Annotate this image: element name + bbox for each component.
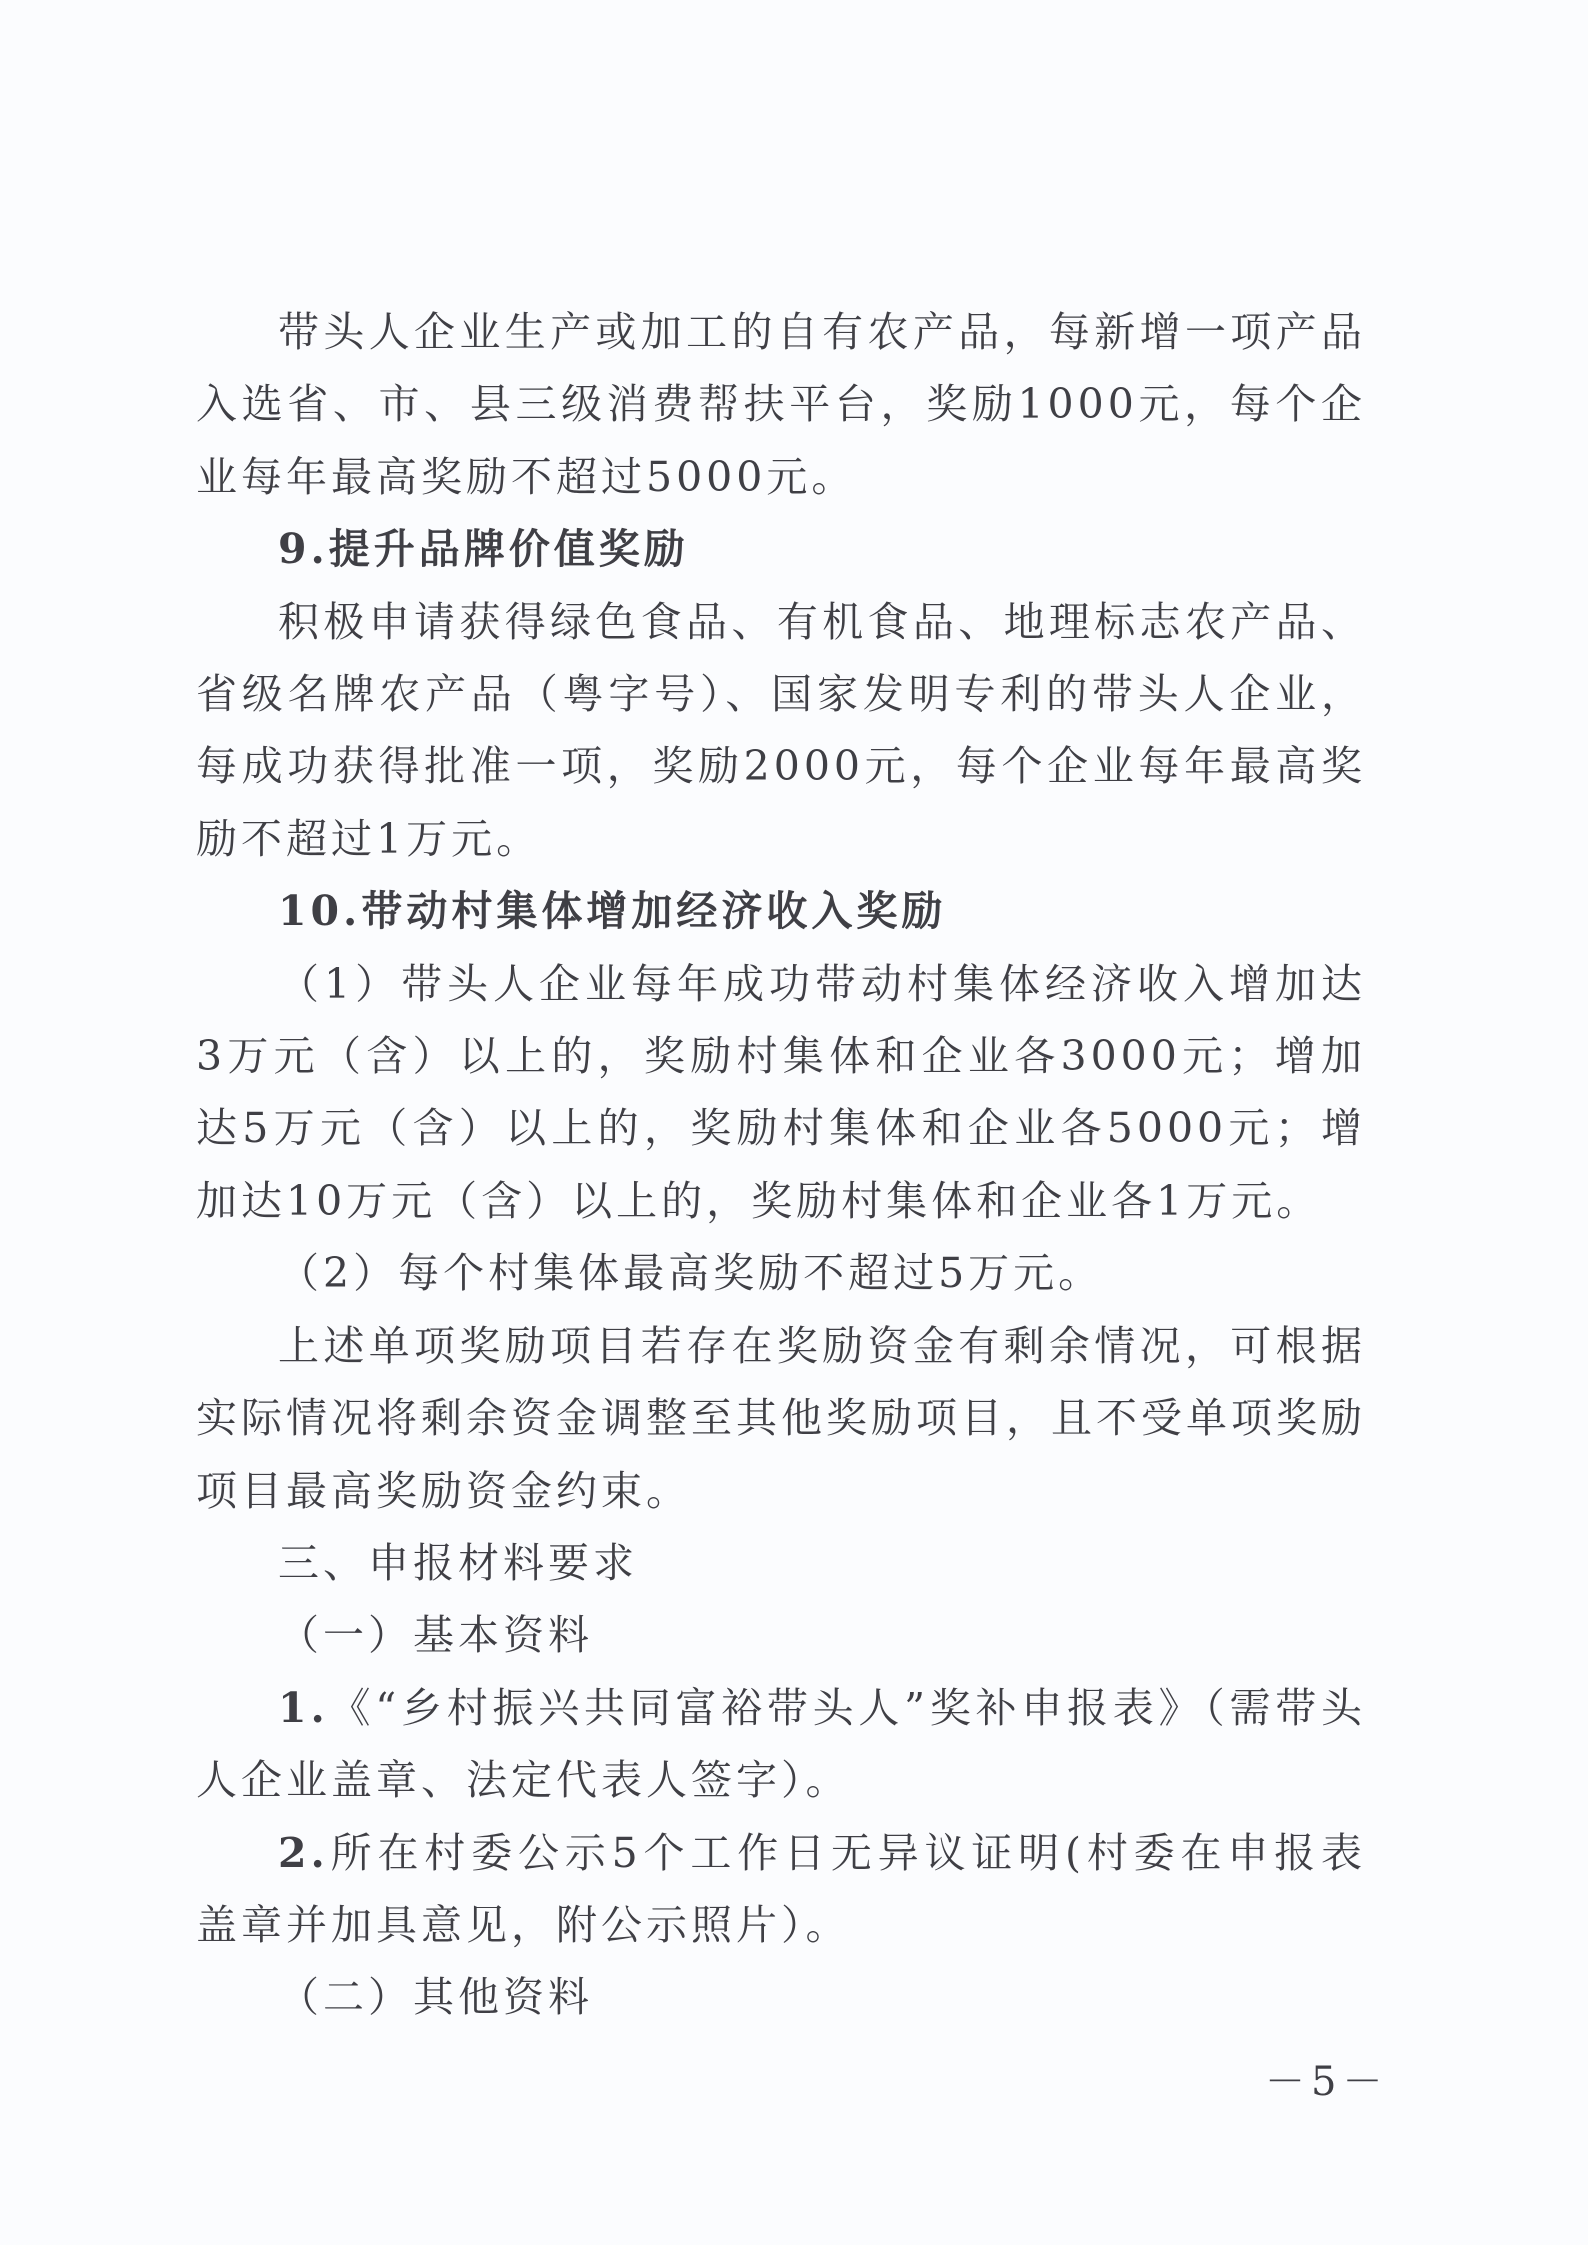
paragraph-consumption-support: 带头人企业生产或加工的自有农产品，每新增一项产品入选省、市、县三级消费帮扶平台，奖励1000元，每个企业每年最高奖励不超过5000元。	[196, 308, 1366, 501]
list-item-application-form	[196, 1672, 1366, 1817]
list-item-text: 所在村委公示5个工作日无异议证明(村委在申报表盖章并加具意见，附公示照片）。	[196, 1828, 1366, 1949]
subsection-other-materials: （二）其他资料	[278, 1973, 593, 2022]
subsection-basic-materials: （一）基本资料	[278, 1611, 593, 1660]
list-item-number: 2.	[278, 1828, 329, 1877]
heading-village-income-award: 10.带动村集体增加经济收入奖励	[278, 887, 947, 936]
section-heading-materials: 三、申报材料要求	[278, 1538, 638, 1587]
paragraph-village-income-2: （2）每个村集体最高奖励不超过5万元。	[278, 1249, 1104, 1298]
page-number: －5－	[1265, 2059, 1389, 2105]
paragraph-remaining-funds: 上述单项奖励项目若存在奖励资金有剩余情况，可根据实际情况将剩余资金调整至其他奖励项目，且不受单项奖励项目最高奖励资金约束。	[196, 1321, 1366, 1515]
document-body	[196, 296, 1366, 2034]
heading-brand-value-award: 9.提升品牌价值奖励	[278, 525, 689, 574]
list-item-public-notice	[196, 1817, 1366, 1962]
list-item-text: 《“乡村振兴共同富裕带头人”奖补申报表》（需带头人企业盖章、法定代表人签字）。	[196, 1683, 1366, 1805]
paragraph-village-income-1: （1）带头人企业每年成功带动村集体经济收入增加达3万元（含）以上的，奖励村集体和企业各3000元；增加达5万元（含）以上的，奖励村集体和企业各5000元；增加达10万元（含）以上的，奖励村集体和企业各1万元。	[196, 959, 1366, 1225]
paragraph-brand-value: 积极申请获得绿色食品、有机食品、地理标志农产品、省级名牌农产品（粤字号）、国家发明专利的带头人企业，每成功获得批准一项，奖励2000元，每个企业每年最高奖励不超过1万元。	[196, 597, 1366, 863]
list-item-number: 1.	[278, 1683, 329, 1732]
